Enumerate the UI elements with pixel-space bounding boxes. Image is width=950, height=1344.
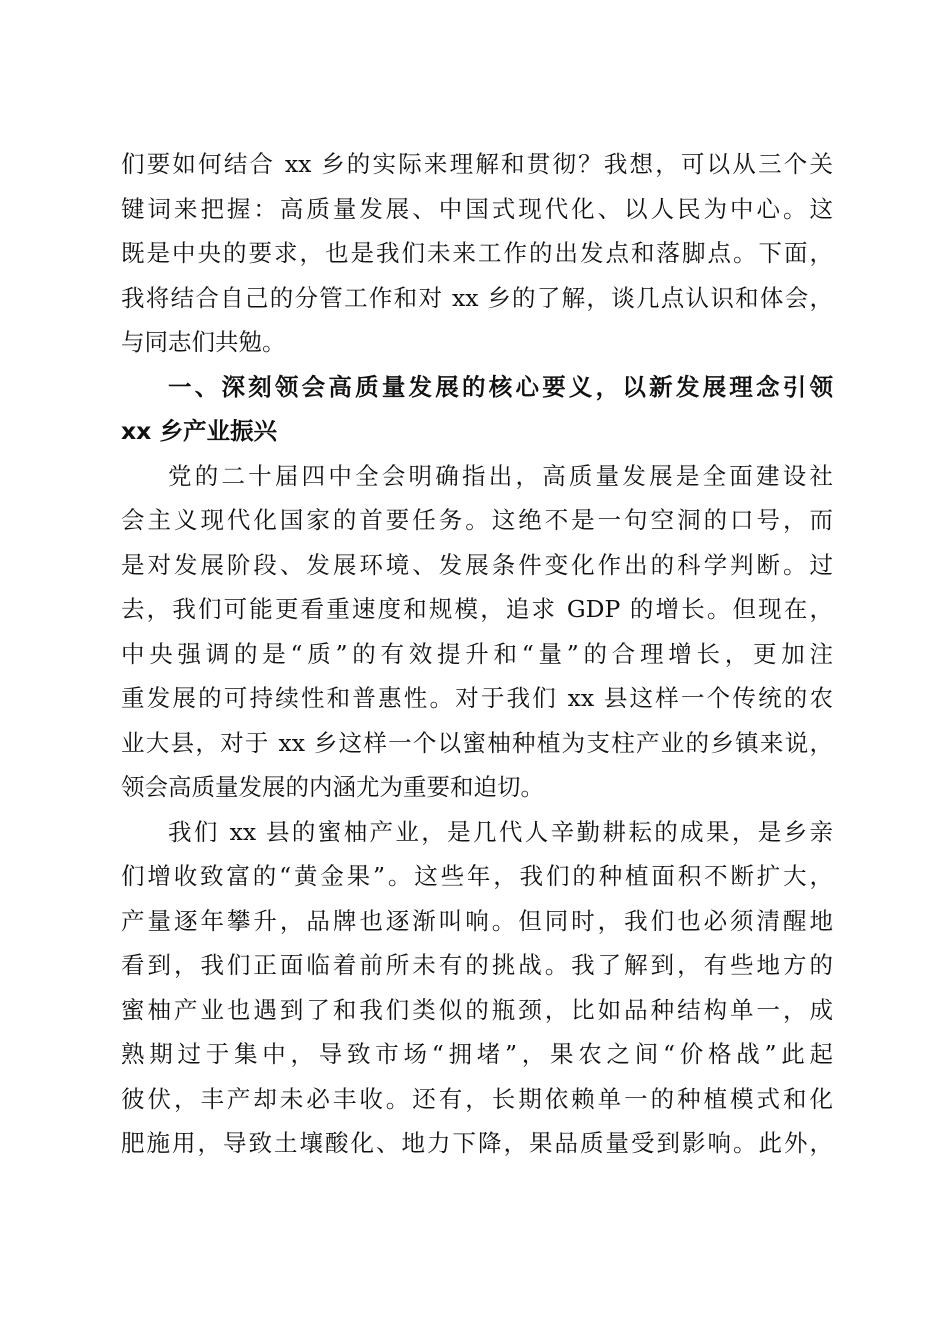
paragraph-line: 重发展的可持续性和普惠性。对于我们 xx 县这样一个传统的农 (121, 684, 833, 712)
paragraph-line: 领会高质量发展的内涵尤为重要和迫切。 (121, 773, 544, 801)
paragraph-line: 我将结合自己的分管工作和对 xx 乡的了解，谈几点认识和体会， (121, 283, 833, 312)
paragraph-line: 蜜柚产业也遇到了和我们类似的瓶颈，比如品种结构单一，成 (121, 995, 833, 1024)
paragraph-line: 彼伏，丰产却未必丰收。还有，长期依赖单一的种植模式和化 (121, 1084, 833, 1113)
paragraph-line: 中央强调的是“质”的有效提升和“量”的合理增长，更加注 (121, 639, 833, 668)
paragraph-line: 是对发展阶段、发展环境、发展条件变化作出的科学判断。过 (121, 550, 833, 579)
document-body (121, 142, 833, 1166)
paragraph-line: 既是中央的要求，也是我们未来工作的出发点和落脚点。下面， (121, 239, 833, 267)
paragraph-line: 业大县，对于 xx 乡这样一个以蜜柚种植为支柱产业的乡镇来说， (121, 728, 833, 757)
section-heading: 一、深刻领会高质量发展的核心要义，以新发展理念引领 (168, 372, 833, 401)
section-heading: xx 乡产业振兴 (121, 417, 277, 445)
paragraph-line: 熟期过于集中，导致市场“拥堵”，果农之间“价格战”此起 (121, 1040, 833, 1068)
paragraph-line: 去，我们可能更看重速度和规模，追求 GDP 的增长。但现在， (121, 595, 833, 623)
paragraph-line: 产量逐年攀升，品牌也逐渐叫响。但同时，我们也必须清醒地 (121, 906, 833, 935)
paragraph-line: 肥施用，导致土壤酸化、地力下降，果品质量受到影响。此外， (121, 1129, 833, 1157)
paragraph-line: 我们 xx 县的蜜柚产业，是几代人辛勤耕耘的成果，是乡亲 (168, 817, 833, 846)
paragraph-line: 与同志们共勉。 (121, 328, 286, 356)
paragraph-line: 键词来把握：高质量发展、中国式现代化、以人民为中心。这 (121, 194, 833, 223)
paragraph-line: 们增收致富的“黄金果”。这些年，我们的种植面积不断扩大， (121, 862, 833, 890)
paragraph-line: 党的二十届四中全会明确指出，高质量发展是全面建设社 (168, 461, 833, 490)
paragraph-line: 们要如何结合 xx 乡的实际来理解和贯彻？我想，可以从三个关 (121, 150, 833, 178)
paragraph-line: 会主义现代化国家的首要任务。这绝不是一句空洞的口号，而 (121, 506, 833, 534)
paragraph-line: 看到，我们正面临着前所未有的挑战。我了解到，有些地方的 (121, 951, 833, 979)
